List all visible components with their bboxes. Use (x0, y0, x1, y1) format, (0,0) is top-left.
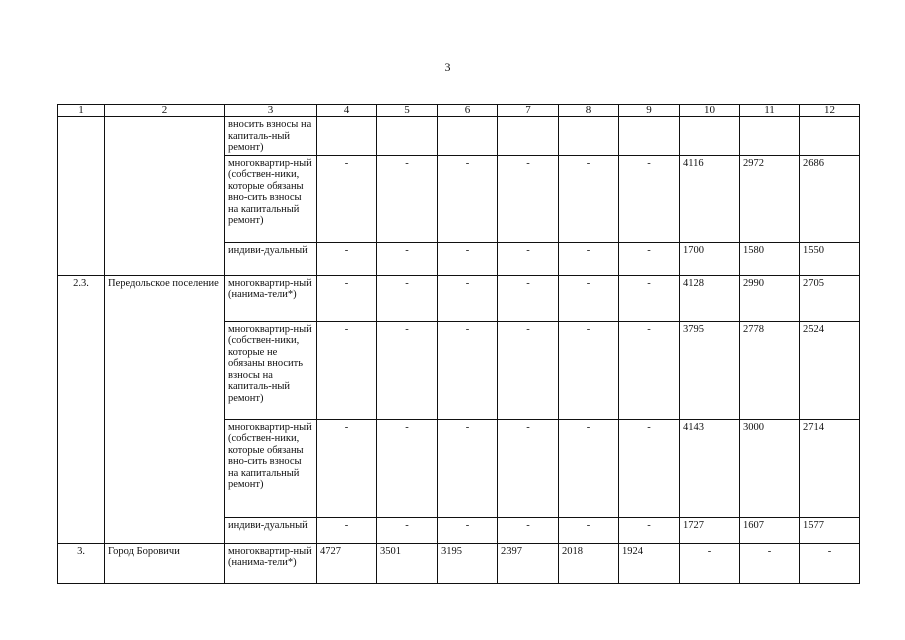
value-cell: - (498, 155, 559, 242)
column-header: 6 (438, 105, 498, 117)
value-cell: - (498, 517, 559, 543)
value-cell: - (377, 419, 438, 517)
housing-type-cell: многоквартир-ный (собствен-ники, которые обязаны вно-сить взносы на капитальный ремонт) (225, 419, 317, 517)
column-header: 12 (800, 105, 860, 117)
value-cell: - (800, 543, 860, 583)
value-cell: 4143 (680, 419, 740, 517)
value-cell: - (438, 517, 498, 543)
value-cell: - (317, 419, 377, 517)
value-cell: - (619, 517, 680, 543)
value-cell: 2990 (740, 275, 800, 321)
value-cell: 3501 (377, 543, 438, 583)
value-cell: 3795 (680, 321, 740, 419)
value-cell: 2705 (800, 275, 860, 321)
value-cell (740, 117, 800, 156)
column-header: 7 (498, 105, 559, 117)
housing-type-cell: вносить взносы на капиталь-ный ремонт) (225, 117, 317, 156)
value-cell: 2397 (498, 543, 559, 583)
column-header: 11 (740, 105, 800, 117)
value-cell (438, 117, 498, 156)
value-cell: 4727 (317, 543, 377, 583)
value-cell: - (498, 275, 559, 321)
value-cell: - (740, 543, 800, 583)
column-header: 5 (377, 105, 438, 117)
housing-type-cell: индиви-дуальный (225, 242, 317, 275)
column-header: 3 (225, 105, 317, 117)
value-cell: - (619, 321, 680, 419)
value-cell: - (438, 242, 498, 275)
value-cell: - (377, 321, 438, 419)
value-cell: 2018 (559, 543, 619, 583)
housing-type-cell: многоквартир-ный (собствен-ники, которые обязаны вно-сить взносы на капитальный ремонт) (225, 155, 317, 242)
value-cell: 2972 (740, 155, 800, 242)
value-cell: - (559, 275, 619, 321)
value-cell: 2524 (800, 321, 860, 419)
row-number-cell: 3. (58, 543, 105, 583)
column-header: 9 (619, 105, 680, 117)
row-number-cell: 2.3. (58, 275, 105, 543)
value-cell: - (317, 275, 377, 321)
table-row (58, 275, 860, 321)
housing-type-cell: многоквартир-ный (нанима-тели*) (225, 275, 317, 321)
value-cell: 3195 (438, 543, 498, 583)
value-cell (619, 117, 680, 156)
value-cell: - (317, 517, 377, 543)
value-cell: - (377, 517, 438, 543)
value-cell: - (438, 275, 498, 321)
value-cell: - (438, 321, 498, 419)
value-cell (317, 117, 377, 156)
value-cell: - (377, 275, 438, 321)
value-cell: - (438, 419, 498, 517)
settlement-name-cell: Передольское поселение (105, 275, 225, 543)
value-cell: - (438, 155, 498, 242)
row-number-cell (58, 117, 105, 276)
value-cell: 2714 (800, 419, 860, 517)
value-cell: - (377, 155, 438, 242)
settlement-name-cell: Город Боровичи (105, 543, 225, 583)
value-cell: 1727 (680, 517, 740, 543)
value-cell: 1577 (800, 517, 860, 543)
column-header: 10 (680, 105, 740, 117)
value-cell: - (559, 242, 619, 275)
column-header: 2 (105, 105, 225, 117)
value-cell: - (559, 517, 619, 543)
value-cell: - (317, 155, 377, 242)
value-cell: 1607 (740, 517, 800, 543)
value-cell: - (498, 419, 559, 517)
value-cell: - (619, 419, 680, 517)
value-cell: 1924 (619, 543, 680, 583)
value-cell: - (619, 275, 680, 321)
value-cell: 2686 (800, 155, 860, 242)
value-cell: - (498, 321, 559, 419)
value-cell: 1580 (740, 242, 800, 275)
value-cell: 1700 (680, 242, 740, 275)
value-cell: - (619, 242, 680, 275)
value-cell: - (680, 543, 740, 583)
value-cell (498, 117, 559, 156)
value-cell: - (317, 242, 377, 275)
housing-type-cell: многоквартир-ный (нанима-тели*) (225, 543, 317, 583)
value-cell (800, 117, 860, 156)
column-header: 1 (58, 105, 105, 117)
value-cell: 3000 (740, 419, 800, 517)
table-row (58, 117, 860, 156)
page-number: 3 (444, 60, 451, 74)
value-cell (559, 117, 619, 156)
value-cell: - (498, 242, 559, 275)
value-cell: 1550 (800, 242, 860, 275)
value-cell: - (559, 155, 619, 242)
table-row (58, 543, 860, 583)
housing-type-cell: индиви-дуальный (225, 517, 317, 543)
value-cell: 4128 (680, 275, 740, 321)
settlement-name-cell (105, 117, 225, 276)
column-header: 4 (317, 105, 377, 117)
tariff-table (57, 104, 860, 584)
housing-type-cell: многоквартир-ный (собствен-ники, которые не обязаны вносить взносы на капиталь-ный ремонт) (225, 321, 317, 419)
value-cell: - (619, 155, 680, 242)
column-header: 8 (559, 105, 619, 117)
value-cell: - (559, 419, 619, 517)
value-cell (377, 117, 438, 156)
value-cell (680, 117, 740, 156)
column-number-row (58, 105, 860, 117)
value-cell: - (377, 242, 438, 275)
value-cell: 2778 (740, 321, 800, 419)
value-cell: 4116 (680, 155, 740, 242)
value-cell: - (559, 321, 619, 419)
value-cell: - (317, 321, 377, 419)
